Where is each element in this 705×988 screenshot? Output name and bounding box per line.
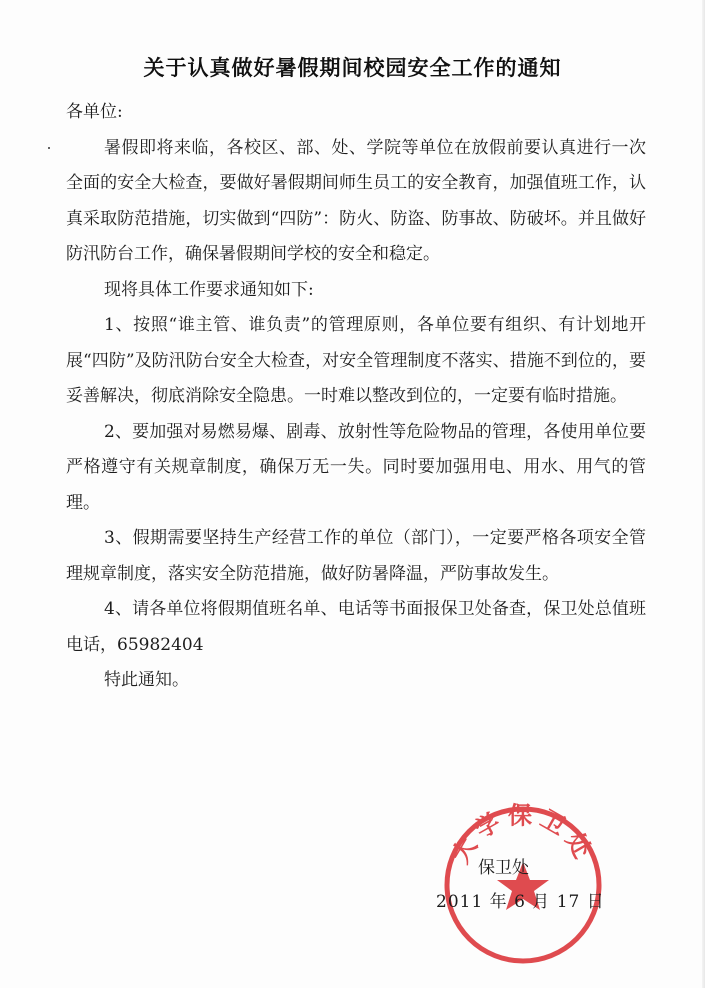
paragraph-closing: 特此通知。 bbox=[104, 670, 189, 690]
document-body bbox=[66, 95, 646, 699]
paragraph-item-1: 1、按照“谁主管、谁负责”的管理原则，各单位要有组织、有计划地开展“四防”及防汛防台安全大检查，对安全管理制度不落实、措施不到位的，要妥善解决，彻底消除安全隐患。一时难以整改到位的，一定要有临时措施。 bbox=[66, 315, 646, 406]
scan-speck bbox=[48, 147, 50, 149]
paragraph-item-4: 4、请各单位将假期值班名单、电话等书面报保卫处备查，保卫处总值班电话，65982404 bbox=[66, 599, 646, 655]
official-seal-icon bbox=[438, 800, 608, 970]
seal-text: 大学保卫处 bbox=[446, 801, 600, 869]
document-title: 关于认真做好暑假期间校园安全工作的通知 bbox=[143, 56, 562, 80]
signature-org: 保卫处 bbox=[478, 858, 529, 878]
signature-date: 2011 年 6 月 17 日 bbox=[436, 892, 605, 912]
paragraph-requirements-lead: 现将具体工作要求通知如下: bbox=[104, 279, 314, 300]
paragraph-item-3: 3、假期需要坚持生产经营工作的单位（部门），一定要严格各项安全管理规章制度，落实安全防范措施，做好防暑降温，严防事故发生。 bbox=[66, 528, 646, 584]
paragraph-item-2: 2、要加强对易燃易爆、剧毒、放射性等危险物品的管理，各使用单位要严格遵守有关规章制度，确保万无一失。同时要加强用电、用水、用气的管理。 bbox=[66, 421, 646, 513]
salutation: 各单位: bbox=[66, 102, 123, 122]
paragraph-intro: 暑假即将来临，各校区、部、处、学院等单位在放假前要认真进行一次全面的安全大检查，要做好暑假期间师生员工的安全教育，加强值班工作，认真采取防范措施，切实做到“四防”：防火、防盗、防事故、防破坏。并且做好防汛防台工作，确保暑假期间学校的安全和稳定。 bbox=[66, 137, 646, 264]
